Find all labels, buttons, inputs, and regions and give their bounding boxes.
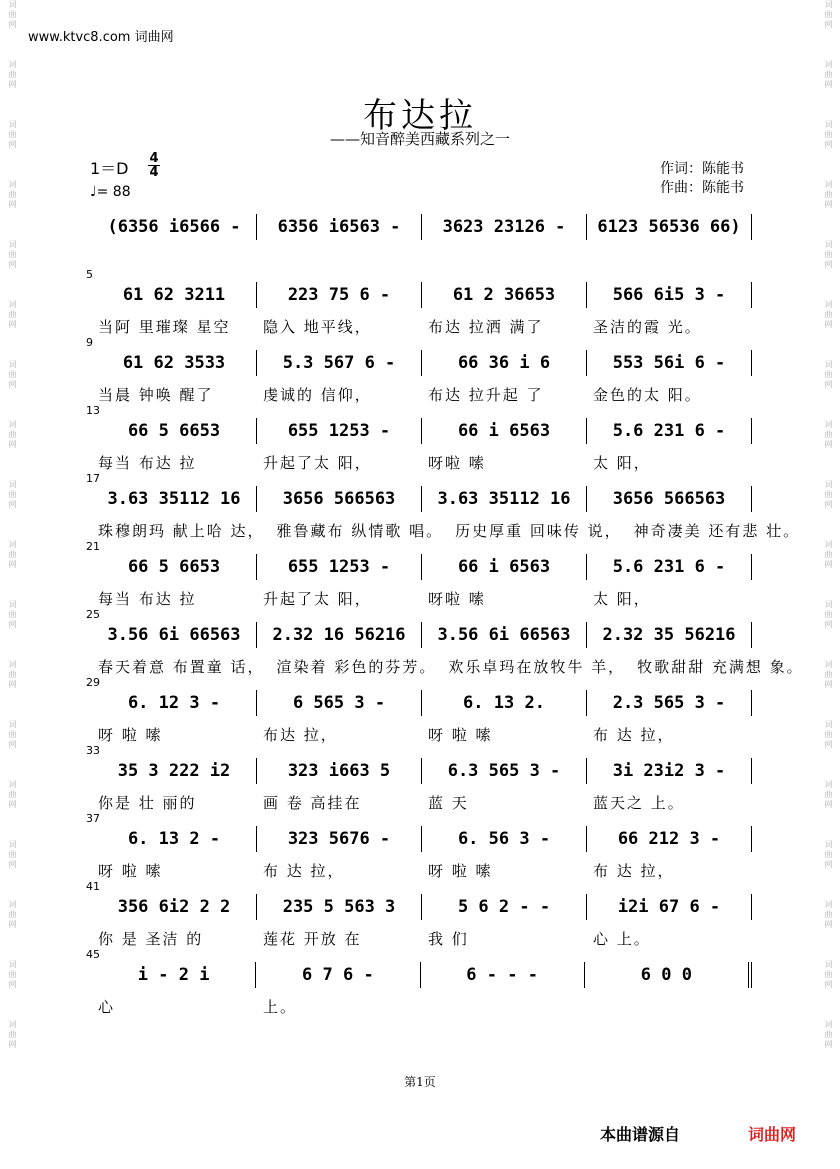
measure-row <box>92 690 752 716</box>
lyric-text: 当阿 里璀璨 星空 <box>98 318 231 336</box>
lyric-text: 太 阳， <box>593 590 651 608</box>
lyric-text: 布达 拉洒 满了 <box>428 318 544 336</box>
score-system <box>86 608 804 682</box>
measure-notes: 6. 13 2 - <box>92 826 257 852</box>
watermark-text: 词曲网 <box>8 840 17 870</box>
watermark-text: 词曲网 <box>824 0 833 30</box>
watermark-text: 词曲网 <box>824 840 833 870</box>
lyric-text <box>587 996 752 1017</box>
right-watermark-strip <box>818 0 838 1169</box>
score-system <box>86 268 752 342</box>
song-title: 布达拉 <box>363 96 477 136</box>
measure-notes: 5 6 2 - - <box>422 894 587 920</box>
watermark-text: 词曲网 <box>8 600 17 630</box>
measure-notes: 6 0 0 <box>585 962 752 988</box>
watermark-text: 词曲网 <box>824 960 833 990</box>
time-signature-bottom: 4 <box>149 165 159 180</box>
lyric-text: 珠穆朗玛 献上哈 达， <box>98 522 265 540</box>
lyric-text: 我 们 <box>428 930 469 948</box>
measure-notes: 655 1253 - <box>257 418 422 444</box>
watermark-text: 词曲网 <box>8 480 17 510</box>
measure-notes: 2.3 565 3 - <box>587 690 752 716</box>
measure-notes: 6. 13 2. <box>422 690 587 716</box>
watermark-text: 词曲网 <box>8 420 17 450</box>
lyric-text: 当晨 钟唤 醒了 <box>98 386 214 404</box>
lyric-text: 隐入 地平线， <box>263 318 372 336</box>
measure-notes: i - 2 i <box>92 962 256 988</box>
measure-notes: 235 5 563 3 <box>257 894 422 920</box>
measure-notes: 6 565 3 - <box>257 690 422 716</box>
watermark-text: 词曲网 <box>824 420 833 450</box>
measure-notes: 566 6i5 3 - <box>587 282 752 308</box>
lyric-text: 每当 布达 拉 <box>98 454 197 472</box>
time-signature <box>148 152 160 179</box>
measure-notes: 66 i 6563 <box>422 554 587 580</box>
measure-row <box>92 214 752 240</box>
measure-notes: 655 1253 - <box>257 554 422 580</box>
lyric-text: 神奇凄美 还有悲 壮。 <box>633 522 801 540</box>
watermark-text: 词曲网 <box>8 360 17 390</box>
lyric-row <box>92 316 752 337</box>
lyric-text: 莲花 开放 在 <box>263 930 362 948</box>
measure-notes: 6356 i6563 - <box>257 214 422 240</box>
lyric-row <box>92 588 752 609</box>
score-system <box>86 404 752 478</box>
measure-row <box>92 622 752 648</box>
measure-notes: 61 2 36653 <box>422 282 587 308</box>
lyric-text: 画 卷 高挂在 <box>263 794 362 812</box>
lyric-text: 上。 <box>263 998 298 1016</box>
measure-number: 33 <box>86 744 100 757</box>
measure-number: 45 <box>86 948 100 961</box>
lyric-text: 蓝 天 <box>428 794 469 812</box>
measure-notes: 3.63 35112 16 <box>92 486 257 512</box>
measure-number: 17 <box>86 472 100 485</box>
lyric-text: 呀 啦 嗦 <box>428 726 493 744</box>
measure-notes: 66 i 6563 <box>422 418 587 444</box>
measure-row <box>92 894 752 920</box>
measure-notes: 61 62 3533 <box>92 350 257 376</box>
tempo-marking: ♩= 88 <box>90 184 131 200</box>
measure-notes: 3i 23i2 3 - <box>587 758 752 784</box>
lyric-text: 雅鲁藏布 纵情歌 唱。 <box>276 522 444 540</box>
composer-credit: 作曲：陈能书 <box>660 180 744 196</box>
lyric-text: 呀 啦 嗦 <box>428 862 493 880</box>
measure-notes: 35 3 222 i2 <box>92 758 257 784</box>
watermark-text: 词曲网 <box>8 60 17 90</box>
measure-notes: 5.3 567 6 - <box>257 350 422 376</box>
watermark-text: 词曲网 <box>8 960 17 990</box>
measure-row <box>92 350 752 376</box>
measure-notes: 3.56 6i 66563 <box>92 622 257 648</box>
lyric-text: 牧歌甜甜 充满想 象。 <box>637 658 804 676</box>
watermark-text: 词曲网 <box>8 1020 17 1050</box>
measure-notes: 3623 23126 - <box>422 214 587 240</box>
lyric-row <box>92 792 752 813</box>
measure-notes: 553 56i 6 - <box>587 350 752 376</box>
measure-number: 25 <box>86 608 100 621</box>
measure-notes: 2.32 16 56216 <box>257 622 422 648</box>
lyric-text: 布达 拉， <box>263 726 338 744</box>
watermark-text: 词曲网 <box>824 600 833 630</box>
watermark-text: 词曲网 <box>8 540 17 570</box>
lyric-text: 呀 啦 嗦 <box>98 726 163 744</box>
score-system <box>86 336 752 410</box>
lyric-text: 呀啦 嗦 <box>428 590 486 608</box>
left-watermark-strip <box>2 0 22 1169</box>
lyric-text: 心 上。 <box>593 930 651 948</box>
measure-notes: 66 5 6653 <box>92 554 257 580</box>
measure-notes: 5.6 231 6 - <box>587 418 752 444</box>
footer-source-label: 本曲谱源自 <box>600 1125 681 1144</box>
score-system <box>86 676 752 750</box>
measure-notes: 5.6 231 6 - <box>587 554 752 580</box>
credits <box>660 160 744 198</box>
measure-notes: 6 7 6 - <box>256 962 420 988</box>
watermark-text: 词曲网 <box>824 300 833 330</box>
lyric-row <box>92 928 752 949</box>
lyric-text: 布 达 拉， <box>593 726 675 744</box>
measure-notes: 61 62 3211 <box>92 282 257 308</box>
measure-row <box>92 418 752 444</box>
lyric-row <box>92 452 752 473</box>
lyric-text: 升起了太 阳， <box>263 454 372 472</box>
lyric-text: 呀啦 嗦 <box>428 454 486 472</box>
lyric-text: 历史厚重 回味传 说， <box>455 522 622 540</box>
measure-row <box>92 486 752 512</box>
lyric-text: 渲染着 彩色的芬芳。 <box>276 658 437 676</box>
score-system <box>86 948 752 1022</box>
measure-notes: 3656 566563 <box>587 486 752 512</box>
watermark-text: 词曲网 <box>824 540 833 570</box>
measure-notes: 3656 566563 <box>257 486 422 512</box>
key-signature: 1＝D <box>90 159 129 178</box>
lyric-row <box>92 996 752 1017</box>
score-system <box>86 472 801 546</box>
song-subtitle: ——知音醉美西藏系列之一 <box>329 130 510 148</box>
footer-brand-logo[interactable]: 词曲网 <box>748 1125 797 1144</box>
lyric-text: 呀 啦 嗦 <box>98 862 163 880</box>
measure-number: 5 <box>86 268 93 281</box>
measure-notes: 2.32 35 56216 <box>587 622 752 648</box>
lyric-text: 蓝天之 上。 <box>593 794 685 812</box>
lyric-text: 布达 拉升起 了 <box>428 386 544 404</box>
measure-number: 13 <box>86 404 100 417</box>
score-system <box>92 214 752 274</box>
watermark-text: 词曲网 <box>8 0 17 30</box>
watermark-text: 词曲网 <box>8 660 17 690</box>
measure-notes: 66 5 6653 <box>92 418 257 444</box>
measure-number: 37 <box>86 812 100 825</box>
measure-row <box>92 962 752 988</box>
watermark-text: 词曲网 <box>824 900 833 930</box>
measure-notes: 3.63 35112 16 <box>422 486 587 512</box>
lyric-text: 升起了太 阳， <box>263 590 372 608</box>
lyric-text: 你是 壮 丽的 <box>98 794 197 812</box>
measure-notes: 356 6i2 2 2 <box>92 894 257 920</box>
measure-notes: 66 36 i 6 <box>422 350 587 376</box>
watermark-text: 词曲网 <box>824 60 833 90</box>
lyric-text: 圣洁的霞 光。 <box>593 318 702 336</box>
measure-notes: i2i 67 6 - <box>587 894 752 920</box>
measure-notes: 323 i663 5 <box>257 758 422 784</box>
measure-row <box>92 282 752 308</box>
lyric-row <box>92 384 752 405</box>
score-system <box>86 744 752 818</box>
measure-notes: 6. 56 3 - <box>422 826 587 852</box>
site-url[interactable]: www.ktvc8.com 词曲网 <box>28 30 174 45</box>
watermark-text: 词曲网 <box>824 480 833 510</box>
lyric-row <box>92 520 801 541</box>
watermark-text: 词曲网 <box>824 720 833 750</box>
lyric-text: 欢乐卓玛在放牧牛 羊， <box>448 658 626 676</box>
lyric-text: 太 阳， <box>593 454 651 472</box>
score-system <box>86 812 752 886</box>
lyricist-credit: 作词：陈能书 <box>660 161 744 177</box>
watermark-text: 词曲网 <box>824 240 833 270</box>
watermark-text: 词曲网 <box>824 120 833 150</box>
lyric-text <box>422 996 587 1017</box>
watermark-text: 词曲网 <box>824 1020 833 1050</box>
score-system <box>86 880 752 954</box>
lyric-text: 布 达 拉， <box>263 862 345 880</box>
measure-number: 41 <box>86 880 100 893</box>
measure-number: 9 <box>86 336 93 349</box>
measure-row <box>92 554 752 580</box>
lyric-row <box>92 656 804 677</box>
watermark-text: 词曲网 <box>8 900 17 930</box>
watermark-text: 词曲网 <box>8 120 17 150</box>
score-system <box>86 540 752 614</box>
watermark-text: 词曲网 <box>8 780 17 810</box>
measure-notes: 6. 12 3 - <box>92 690 257 716</box>
time-signature-top: 4 <box>149 151 159 166</box>
watermark-text: 词曲网 <box>824 660 833 690</box>
measure-notes: 66 212 3 - <box>587 826 752 852</box>
lyric-text: 每当 布达 拉 <box>98 590 197 608</box>
watermark-text: 词曲网 <box>824 780 833 810</box>
lyric-row <box>92 724 752 745</box>
lyric-row <box>92 860 752 881</box>
watermark-text: 词曲网 <box>824 360 833 390</box>
lyric-text: 心 <box>98 998 116 1016</box>
measure-row <box>92 758 752 784</box>
measure-notes: 223 75 6 - <box>257 282 422 308</box>
measure-notes: 3.56 6i 66563 <box>422 622 587 648</box>
measure-number: 21 <box>86 540 100 553</box>
watermark-text: 词曲网 <box>8 720 17 750</box>
lyric-text: 虔诚的 信仰， <box>263 386 372 404</box>
measure-notes: (6356 i6566 - <box>92 214 257 240</box>
measure-row <box>92 826 752 852</box>
measure-notes: 323 5676 - <box>257 826 422 852</box>
lyric-text: 金色的太 阳。 <box>593 386 702 404</box>
measure-notes: 6 - - - <box>421 962 585 988</box>
lyric-text: 布 达 拉， <box>593 862 675 880</box>
lyric-text: 春天着意 布置童 话， <box>98 658 265 676</box>
lyric-text: 你 是 圣洁 的 <box>98 930 204 948</box>
watermark-text: 词曲网 <box>824 180 833 210</box>
watermark-text: 词曲网 <box>8 300 17 330</box>
watermark-text: 词曲网 <box>8 180 17 210</box>
measure-notes: 6123 56536 66) <box>587 214 752 240</box>
page-number: 第1页 <box>404 1075 436 1089</box>
watermark-text: 词曲网 <box>8 240 17 270</box>
measure-number: 29 <box>86 676 100 689</box>
measure-notes: 6.3 565 3 - <box>422 758 587 784</box>
